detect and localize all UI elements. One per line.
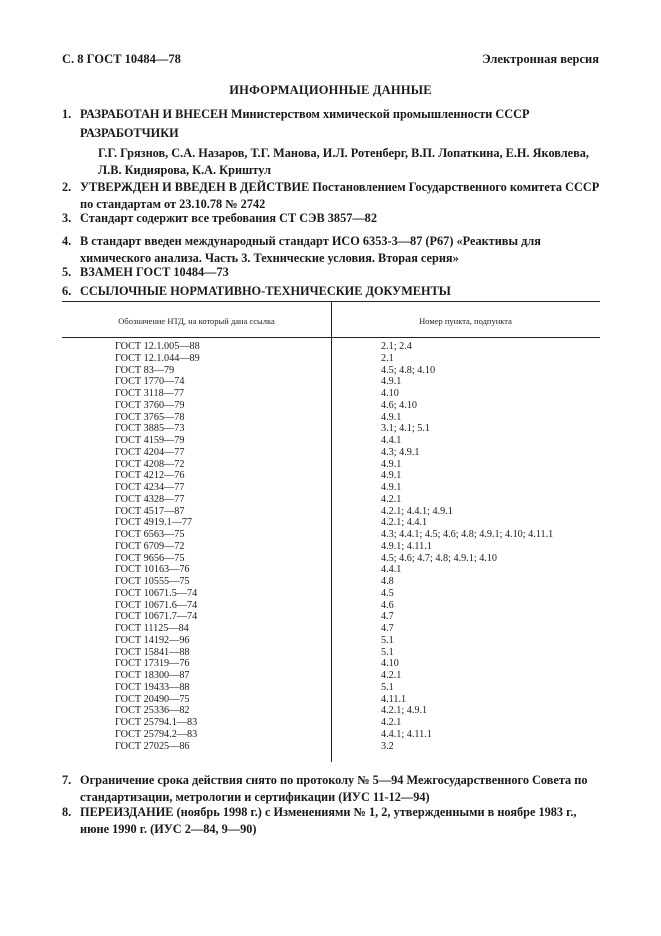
- info-item-developers-heading: [62, 125, 600, 142]
- table-cell-clause: 4.6: [381, 599, 394, 611]
- table-cell-document: ГОСТ 18300—87: [115, 670, 190, 681]
- item-number: 6.: [62, 284, 72, 298]
- table-cell-document: ГОСТ 10555—75: [115, 576, 190, 587]
- table-cell-clause: 4.5: [381, 587, 394, 599]
- table-cell-document: ГОСТ 4212—76: [115, 470, 185, 482]
- table-cell-clause: 4.7: [381, 611, 394, 623]
- item-number: 3.: [62, 211, 72, 225]
- table-cell-document: ГОСТ 4328—77: [115, 493, 185, 505]
- table-cell-document: ГОСТ 4234—77: [115, 482, 185, 493]
- table-cell-document: ГОСТ 12.1.044—89: [115, 352, 200, 364]
- table-cell-clause: 4.2.1: [381, 670, 402, 681]
- table-cell-document: ГОСТ 83—79: [115, 364, 175, 376]
- table-cell-document: ГОСТ 3118—77: [115, 388, 185, 399]
- table-cell-clause: 4.2.1: [381, 717, 402, 728]
- table-cell-document: ГОСТ 4159—79: [115, 435, 185, 446]
- item-number: 5.: [62, 265, 72, 279]
- info-item-1: [62, 106, 600, 123]
- table-cell-document: ГОСТ 3765—78: [115, 411, 185, 423]
- table-cell-document: ГОСТ 4204—77: [115, 446, 185, 458]
- table-cell-clause: 4.4.1: [381, 435, 402, 446]
- table-cell-document: ГОСТ 4517—87: [115, 505, 185, 517]
- table-cell-clause: 4.9.1: [381, 411, 402, 423]
- table-cell-document: ГОСТ 6709—72: [115, 540, 185, 552]
- table-cell-clause: 4.5; 4.6; 4.7; 4.8; 4.9.1; 4.10: [381, 552, 498, 564]
- table-cell-document: ГОСТ 10671.7—74: [115, 611, 198, 623]
- table-cell-clause: 4.10: [381, 388, 399, 399]
- table-cell-clause: 4.2.1; 4.4.1; 4.9.1: [381, 505, 453, 517]
- table-cell-clause: 3.2: [381, 740, 394, 752]
- info-item-3: [62, 210, 600, 227]
- item-text: ССЫЛОЧНЫЕ НОРМАТИВНО-ТЕХНИЧЕСКИЕ ДОКУМЕНТЫ: [80, 284, 451, 298]
- table-cell-clause: 4.2.1; 4.4.1: [381, 517, 428, 529]
- table-cell-clause: 5.1: [381, 681, 394, 693]
- table-cell-clause: 4.3; 4.9.1: [381, 446, 420, 458]
- table-cell-clause: 4.5; 4.8; 4.10: [381, 364, 436, 376]
- table-cell-document: ГОСТ 17319—76: [115, 658, 190, 670]
- info-item-8: [62, 804, 600, 837]
- table-cell-clause: 4.10: [381, 658, 399, 670]
- item-number: 1.: [62, 107, 72, 121]
- table-cell-clause: 4.8: [381, 576, 394, 587]
- item-number: 7.: [62, 773, 72, 787]
- item-text: ПЕРЕИЗДАНИЕ (ноябрь 1998 г.) с Изменениями № 1, 2, утвержденными в ноябре 1983 г., июне 1990 г. (ИУС 2—84, 9—90): [80, 805, 577, 836]
- table-cell-clause: 5.1: [381, 646, 394, 658]
- table-cell-clause: 4.9.1; 4.11.1: [381, 540, 432, 552]
- info-item-2: [62, 179, 600, 212]
- item-number: 4.: [62, 234, 72, 248]
- table-cell-clause: 4.9.1: [381, 470, 402, 482]
- table-header-document: Обозначение НТД, на который дана ссылка: [118, 316, 275, 326]
- item-text: Ограничение срока действия снято по протоколу № 5—94 Межгосударственного Совета по стандартизации, метрологии и сертификации (ИУС 11-12—94): [80, 773, 588, 804]
- info-item-7: [62, 772, 600, 805]
- item-number: 8.: [62, 805, 72, 819]
- table-cell-document: ГОСТ 12.1.005—88: [115, 341, 200, 352]
- table-cell-document: ГОСТ 15841—88: [115, 646, 190, 658]
- table-cell-clause: 4.2.1; 4.9.1: [381, 705, 428, 717]
- table-cell-clause: 2.1; 2.4: [381, 341, 412, 352]
- table-cell-clause: 5.1: [381, 634, 394, 646]
- item-text: РАЗРАБОТЧИКИ: [80, 126, 179, 140]
- page-header-edition: Электронная версия: [482, 52, 599, 66]
- table-cell-clause: 4.4.1; 4.11.1: [381, 728, 432, 740]
- table-cell-clause: 4.4.1: [381, 564, 402, 576]
- table-cell-document: ГОСТ 4919.1—77: [115, 517, 193, 529]
- table-cell-document: ГОСТ 9656—75: [115, 552, 185, 564]
- page-header-standard: С. 8 ГОСТ 10484—78: [62, 52, 181, 66]
- table-cell-document: ГОСТ 14192—96: [115, 634, 190, 646]
- item-text: РАЗРАБОТАН И ВНЕСЕН Министерством химической промышленности СССР: [80, 107, 530, 121]
- table-cell-clause: 4.6; 4.10: [381, 399, 417, 411]
- page-title: ИНФОРМАЦИОННЫЕ ДАННЫЕ: [229, 83, 432, 97]
- table-cell-clause: 4.9.1: [381, 482, 402, 493]
- table-cell-document: ГОСТ 25794.1—83: [115, 717, 198, 728]
- table-cell-document: ГОСТ 19433—88: [115, 681, 190, 693]
- table-cell-clause: 2.1: [381, 352, 394, 364]
- table-cell-document: ГОСТ 25336—82: [115, 705, 190, 717]
- table-cell-document: ГОСТ 20490—75: [115, 693, 190, 705]
- info-item-4: [62, 233, 600, 266]
- table-header-clause: Номер пункта, подпункта: [419, 316, 512, 326]
- developers-list: Г.Г. Грязнов, С.А. Назаров, Т.Г. Манова, И.Л. Ротенберг, В.П. Лопаткина, Е.Н. Яковлева, Л.В. Кидиярова, К.А. Криштул: [98, 146, 589, 177]
- table-cell-clause: 4.3; 4.4.1; 4.5; 4.6; 4.8; 4.9.1; 4.10; 4.11.1: [381, 529, 554, 540]
- table-cell-document: ГОСТ 3885—73: [115, 423, 185, 435]
- table-cell-document: ГОСТ 10671.5—74: [115, 587, 198, 599]
- table-cell-document: ГОСТ 3760—79: [115, 399, 185, 411]
- table-column-divider: [331, 301, 332, 762]
- table-cell-document: ГОСТ 1770—74: [115, 376, 185, 388]
- table-cell-document: ГОСТ 4208—72: [115, 458, 185, 470]
- item-text: В стандарт введен международный стандарт ИСО 6353-3—87 (Р67) «Реактивы для химического анализа. Часть 3. Технические условия. Вторая серия»: [80, 234, 541, 265]
- info-item-6: [62, 283, 600, 300]
- table-cell-clause: 3.1; 4.1; 5.1: [381, 423, 430, 435]
- table-cell-clause: 4.2.1: [381, 493, 402, 505]
- item-text: ВЗАМЕН ГОСТ 10484—73: [80, 265, 229, 279]
- table-cell-clause: 4.11.1: [381, 693, 407, 705]
- table-cell-document: ГОСТ 11125—84: [115, 623, 189, 634]
- table-cell-document: ГОСТ 27025—86: [115, 740, 190, 752]
- item-text: Стандарт содержит все требования СТ СЭВ 3857—82: [80, 211, 377, 225]
- table-cell-clause: 4.7: [381, 623, 394, 634]
- table-cell-document: ГОСТ 10671.6—74: [115, 599, 198, 611]
- table-cell-document: ГОСТ 6563—75: [115, 529, 185, 540]
- table-cell-clause: 4.9.1: [381, 458, 402, 470]
- info-item-5: [62, 264, 600, 281]
- table-cell-clause: 4.9.1: [381, 376, 402, 388]
- table-cell-document: ГОСТ 10163—76: [115, 564, 190, 576]
- item-text: УТВЕРЖДЕН И ВВЕДЕН В ДЕЙСТВИЕ Постановлением Государственного комитета СССР по стандартам от 23.10.78 № 2742: [80, 180, 600, 211]
- item-number: 2.: [62, 180, 72, 194]
- table-cell-document: ГОСТ 25794.2—83: [115, 728, 198, 740]
